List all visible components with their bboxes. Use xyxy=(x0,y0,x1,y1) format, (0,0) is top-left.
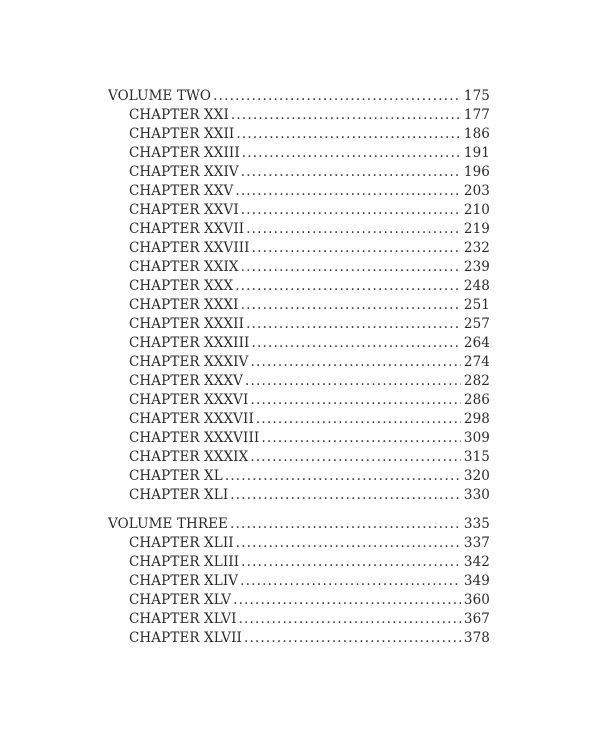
chapter-title: CHAPTER XXVI xyxy=(129,202,239,218)
page-number: 232 xyxy=(463,240,490,256)
chapter-entry[interactable] xyxy=(108,610,490,629)
volume-title: VOLUME TWO xyxy=(108,88,212,104)
dot-leader xyxy=(251,334,460,353)
chapter-title: CHAPTER XXV xyxy=(129,183,234,199)
chapter-title: CHAPTER XXXIX xyxy=(129,449,249,465)
chapter-entry[interactable] xyxy=(108,163,490,182)
chapter-entry[interactable] xyxy=(108,182,490,201)
chapter-title: CHAPTER XXXI xyxy=(129,297,239,313)
page-number: 282 xyxy=(463,373,490,389)
chapter-entry[interactable] xyxy=(108,372,490,391)
chapter-entry[interactable] xyxy=(108,467,490,486)
chapter-title: CHAPTER XXXVIII xyxy=(129,430,260,446)
chapter-title: CHAPTER XXXIII xyxy=(129,335,250,351)
volume-entry[interactable] xyxy=(108,87,490,106)
chapter-title: CHAPTER XXVIII xyxy=(129,240,250,256)
chapter-title: CHAPTER XLVII xyxy=(129,630,242,646)
page-number: 251 xyxy=(463,297,490,313)
chapter-title: CHAPTER XLVI xyxy=(129,611,237,627)
chapter-entry[interactable] xyxy=(108,296,490,315)
dot-leader xyxy=(244,629,461,648)
dot-leader xyxy=(236,125,461,144)
page-number: 360 xyxy=(463,592,490,608)
volume-entry[interactable] xyxy=(108,515,490,534)
chapter-entry[interactable] xyxy=(108,353,490,372)
chapter-entry[interactable] xyxy=(108,572,490,591)
page-number: 177 xyxy=(463,107,490,123)
dot-leader xyxy=(246,315,461,334)
chapter-entry[interactable] xyxy=(108,334,490,353)
dot-leader xyxy=(235,277,461,296)
page-number: 320 xyxy=(463,468,490,484)
page-number: 315 xyxy=(463,449,490,465)
chapter-entry[interactable] xyxy=(108,125,490,144)
dot-leader xyxy=(250,448,461,467)
page-number: 186 xyxy=(463,126,490,142)
page-number: 342 xyxy=(463,554,490,570)
chapter-entry[interactable] xyxy=(108,486,490,505)
dot-leader xyxy=(230,515,461,534)
dot-leader xyxy=(241,296,461,315)
dot-leader xyxy=(252,239,461,258)
page-number: 298 xyxy=(463,411,490,427)
chapter-title: CHAPTER XLIII xyxy=(129,554,240,570)
chapter-title: CHAPTER XLII xyxy=(129,535,234,551)
chapter-title: CHAPTER XXXII xyxy=(129,316,245,332)
dot-leader xyxy=(241,163,461,182)
chapter-entry[interactable] xyxy=(108,591,490,610)
chapter-title: CHAPTER XLIV xyxy=(129,573,239,589)
dot-leader xyxy=(235,182,461,201)
dot-leader xyxy=(250,353,460,372)
dot-leader xyxy=(242,144,461,163)
page-number: 196 xyxy=(463,164,490,180)
dot-leader xyxy=(239,610,461,629)
chapter-title: CHAPTER XXVII xyxy=(129,221,245,237)
page-number: 175 xyxy=(463,88,490,104)
dot-leader xyxy=(256,410,461,429)
chapter-entry[interactable] xyxy=(108,277,490,296)
chapter-entry[interactable] xyxy=(108,429,490,448)
page-number: 309 xyxy=(463,430,490,446)
chapter-entry[interactable] xyxy=(108,534,490,553)
chapter-entry[interactable] xyxy=(108,553,490,572)
dot-leader xyxy=(245,372,461,391)
chapter-entry[interactable] xyxy=(108,391,490,410)
chapter-entry[interactable] xyxy=(108,629,490,648)
volume-section xyxy=(108,515,490,648)
chapter-title: CHAPTER XLV xyxy=(129,592,232,608)
chapter-title: CHAPTER XXIV xyxy=(129,164,239,180)
chapter-title: CHAPTER XXI xyxy=(129,107,229,123)
dot-leader xyxy=(213,87,461,106)
chapter-entry[interactable] xyxy=(108,144,490,163)
dot-leader xyxy=(241,553,461,572)
dot-leader xyxy=(225,467,461,486)
dot-leader xyxy=(241,201,461,220)
chapter-entry[interactable] xyxy=(108,239,490,258)
page-number: 210 xyxy=(463,202,490,218)
page-number: 264 xyxy=(463,335,490,351)
volume-section xyxy=(108,87,490,505)
page-number: 349 xyxy=(463,573,490,589)
dot-leader xyxy=(241,258,461,277)
table-of-contents xyxy=(108,87,490,648)
page-number: 257 xyxy=(463,316,490,332)
page-number: 335 xyxy=(463,516,490,532)
chapter-title: CHAPTER XXXIV xyxy=(129,354,249,370)
chapter-title: CHAPTER XXXVII xyxy=(129,411,254,427)
chapter-title: CHAPTER XLI xyxy=(129,487,229,503)
chapter-entry[interactable] xyxy=(108,410,490,429)
volume-title: VOLUME THREE xyxy=(108,516,229,532)
chapter-title: CHAPTER XXII xyxy=(129,126,235,142)
page-number: 286 xyxy=(463,392,490,408)
page-number: 337 xyxy=(463,535,490,551)
page-number: 378 xyxy=(463,630,490,646)
chapter-title: CHAPTER XXXV xyxy=(129,373,244,389)
page-number: 203 xyxy=(463,183,490,199)
chapter-entry[interactable] xyxy=(108,106,490,125)
chapter-title: CHAPTER XXIX xyxy=(129,259,239,275)
dot-leader xyxy=(236,534,461,553)
dot-leader xyxy=(246,220,461,239)
dot-leader xyxy=(240,572,461,591)
chapter-entry[interactable] xyxy=(108,315,490,334)
page-number: 219 xyxy=(463,221,490,237)
dot-leader xyxy=(231,106,461,125)
dot-leader xyxy=(233,591,461,610)
chapter-entry[interactable] xyxy=(108,448,490,467)
page-number: 248 xyxy=(463,278,490,294)
dot-leader xyxy=(261,429,461,448)
chapter-title: CHAPTER XXXVI xyxy=(129,392,249,408)
page-number: 274 xyxy=(463,354,490,370)
dot-leader xyxy=(250,391,460,410)
page-number: 191 xyxy=(463,145,490,161)
page-number: 367 xyxy=(463,611,490,627)
page-number: 239 xyxy=(463,259,490,275)
chapter-title: CHAPTER XL xyxy=(129,468,223,484)
dot-leader xyxy=(230,486,461,505)
page-number: 330 xyxy=(463,487,490,503)
chapter-title: CHAPTER XXX xyxy=(129,278,234,294)
chapter-title: CHAPTER XXIII xyxy=(129,145,240,161)
chapter-entry[interactable] xyxy=(108,258,490,277)
chapter-entry[interactable] xyxy=(108,201,490,220)
chapter-entry[interactable] xyxy=(108,220,490,239)
